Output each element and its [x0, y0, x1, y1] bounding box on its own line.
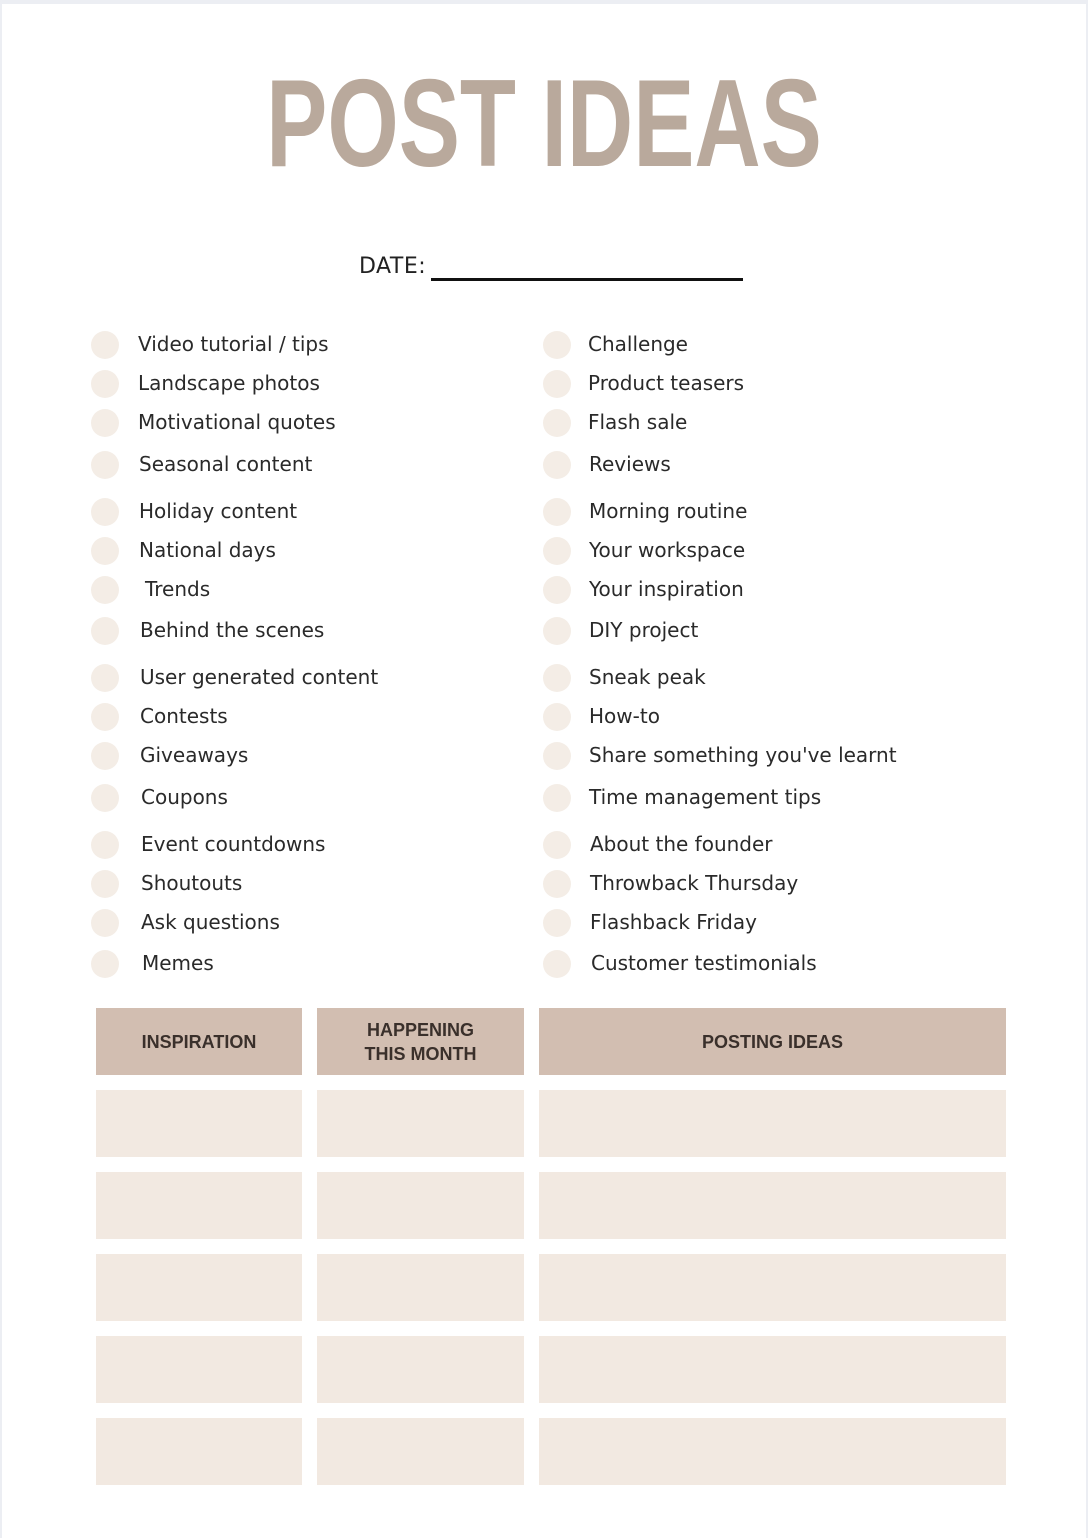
checkbox-circle-icon[interactable] — [91, 617, 119, 645]
right-item-label: Product teasers — [588, 371, 745, 395]
table-cell[interactable] — [539, 1254, 1006, 1321]
left-item-label: Behind the scenes — [140, 618, 325, 642]
checkbox-circle-icon[interactable] — [91, 909, 119, 937]
checkbox-circle-icon[interactable] — [543, 370, 571, 398]
right-item-label: Challenge — [588, 332, 688, 356]
left-item-label: National days — [139, 538, 276, 562]
table-cell[interactable] — [317, 1418, 524, 1485]
right-item-label: Share something you've learnt — [589, 743, 897, 767]
right-item-label: How-to — [589, 704, 660, 728]
checkbox-circle-icon[interactable] — [543, 451, 571, 479]
checkbox-circle-icon[interactable] — [91, 537, 119, 565]
date-input-line[interactable] — [431, 278, 743, 281]
checkbox-circle-icon[interactable] — [91, 409, 119, 437]
left-item-label: Landscape photos — [138, 371, 320, 395]
checkbox-circle-icon[interactable] — [91, 870, 119, 898]
left-item-label: Ask questions — [141, 910, 280, 934]
checkbox-circle-icon[interactable] — [543, 576, 571, 604]
left-item-label: Trends — [145, 577, 211, 601]
checkbox-circle-icon[interactable] — [91, 498, 119, 526]
right-item-label: Time management tips — [589, 785, 822, 809]
checkbox-circle-icon[interactable] — [91, 703, 119, 731]
checkbox-circle-icon[interactable] — [543, 742, 571, 770]
checkbox-circle-icon[interactable] — [543, 664, 571, 692]
checkbox-circle-icon[interactable] — [543, 784, 571, 812]
page-title: POST IDEAS — [266, 55, 822, 193]
left-item-label: Motivational quotes — [138, 410, 336, 434]
right-item-label: DIY project — [589, 618, 699, 642]
checkbox-circle-icon[interactable] — [91, 831, 119, 859]
checkbox-circle-icon[interactable] — [543, 409, 571, 437]
checkbox-circle-icon[interactable] — [91, 451, 119, 479]
table-header-happening-this-month: HAPPENING THIS MONTH — [317, 1008, 524, 1075]
left-item-label: Event countdowns — [141, 832, 326, 856]
table-cell[interactable] — [539, 1172, 1006, 1239]
checkbox-circle-icon[interactable] — [91, 784, 119, 812]
table-cell[interactable] — [317, 1090, 524, 1157]
right-item-label: Customer testimonials — [591, 951, 817, 975]
right-item-label: Throwback Thursday — [590, 871, 799, 895]
table-cell[interactable] — [96, 1254, 302, 1321]
right-item-label: Your inspiration — [589, 577, 744, 601]
table-cell[interactable] — [317, 1336, 524, 1403]
table-cell[interactable] — [539, 1336, 1006, 1403]
left-item-label: Video tutorial / tips — [138, 332, 329, 356]
table-cell[interactable] — [96, 1418, 302, 1485]
checkbox-circle-icon[interactable] — [91, 742, 119, 770]
left-item-label: Holiday content — [139, 499, 298, 523]
table-cell[interactable] — [317, 1172, 524, 1239]
checkbox-circle-icon[interactable] — [543, 831, 571, 859]
table-header-posting-ideas: POSTING IDEAS — [539, 1008, 1006, 1075]
left-item-label: Coupons — [141, 785, 228, 809]
right-item-label: Your workspace — [589, 538, 746, 562]
table-header-inspiration: INSPIRATION — [96, 1008, 302, 1075]
checkbox-circle-icon[interactable] — [543, 498, 571, 526]
checkbox-circle-icon[interactable] — [91, 331, 119, 359]
checkbox-circle-icon[interactable] — [543, 909, 571, 937]
right-item-label: Reviews — [589, 452, 671, 476]
left-item-label: Seasonal content — [139, 452, 313, 476]
checkbox-circle-icon[interactable] — [91, 576, 119, 604]
table-cell[interactable] — [96, 1090, 302, 1157]
checkbox-circle-icon[interactable] — [91, 950, 119, 978]
table-cell[interactable] — [96, 1172, 302, 1239]
right-item-label: Sneak peak — [589, 665, 706, 689]
right-item-label: Flash sale — [588, 410, 688, 434]
date-label: DATE: — [359, 254, 427, 279]
table-cell[interactable] — [539, 1418, 1006, 1485]
left-item-label: Shoutouts — [141, 871, 243, 895]
left-item-label: User generated content — [140, 665, 379, 689]
checkbox-circle-icon[interactable] — [543, 617, 571, 645]
left-item-label: Contests — [140, 704, 228, 728]
checkbox-circle-icon[interactable] — [91, 664, 119, 692]
table-cell[interactable] — [96, 1336, 302, 1403]
checkbox-circle-icon[interactable] — [543, 950, 571, 978]
checkbox-circle-icon[interactable] — [91, 370, 119, 398]
left-item-label: Memes — [142, 951, 214, 975]
right-item-label: About the founder — [590, 832, 773, 856]
table-cell[interactable] — [317, 1254, 524, 1321]
checkbox-circle-icon[interactable] — [543, 870, 571, 898]
left-item-label: Giveaways — [140, 743, 249, 767]
checkbox-circle-icon[interactable] — [543, 703, 571, 731]
right-item-label: Morning routine — [589, 499, 748, 523]
planner-page — [2, 4, 1086, 1538]
right-item-label: Flashback Friday — [590, 910, 757, 934]
table-cell[interactable] — [539, 1090, 1006, 1157]
checkbox-circle-icon[interactable] — [543, 537, 571, 565]
checkbox-circle-icon[interactable] — [543, 331, 571, 359]
